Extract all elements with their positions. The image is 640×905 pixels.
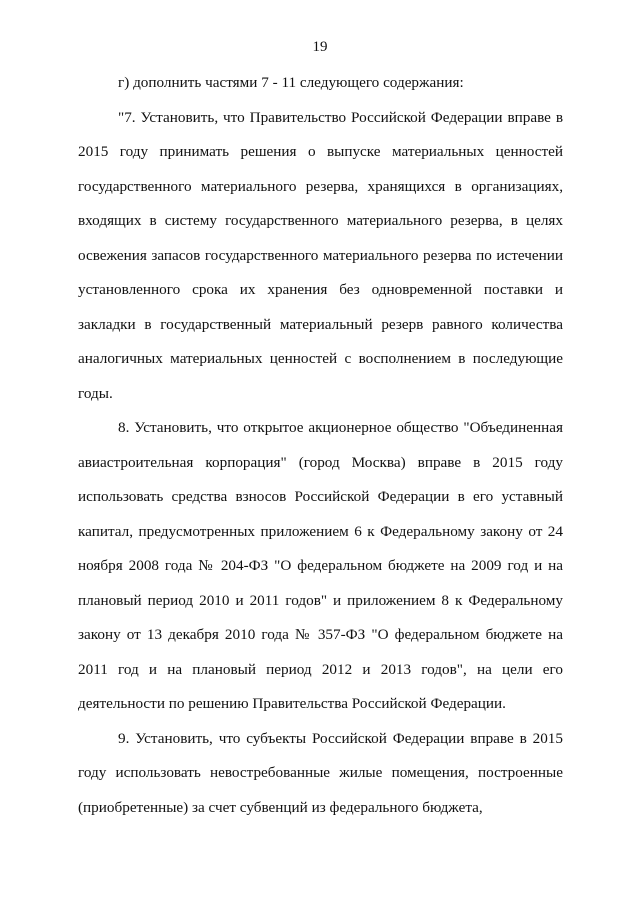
paragraph-part-7: "7. Установить, что Правительство Российской Федерации вправе в 2015 году принимать решения о выпуске материальных ценностей государственного материального резерва, хранящихся в организациях, входящих в систему государственного материального резерва, в целях освежения запасов государственного материального резерва по истечении установленного срока их хранения без одновременной поставки и закладки в государственный материальный резерв равного количества аналогичных материальных ценностей с восполнением в последующие годы. (78, 108, 563, 402)
paragraph-part-8: 8. Установить, что открытое акционерное общество "Объединенная авиастроительная корпорация" (город Москва) вправе в 2015 году использовать средства взносов Российской Федерации в его уставный капитал, предусмотренных приложением 6 к Федеральному закону от 24 ноября 2008 года № 204-ФЗ "О федеральном бюджете на 2009 год и на плановый период 2010 и 2011 годов" и приложением 8 к Федеральному закону от 13 декабря 2010 года № 357-ФЗ "О федеральном бюджете на 2011 год и на плановый период 2012 и 2013 годов", на цели его деятельности по решению Правительства Российской Федерации. (78, 419, 563, 712)
paragraph-amendment-intro: г) дополнить частями 7 - 11 следующего содержания: (118, 74, 464, 91)
paragraph-part-9: 9. Установить, что субъекты Российской Федерации вправе в 2015 году использовать невостребованные жилые помещения, построенные (приобретенные) за счет субвенций из федерального бюджета, (78, 729, 563, 816)
page-number: 19 (312, 39, 328, 55)
document-body (78, 66, 563, 825)
